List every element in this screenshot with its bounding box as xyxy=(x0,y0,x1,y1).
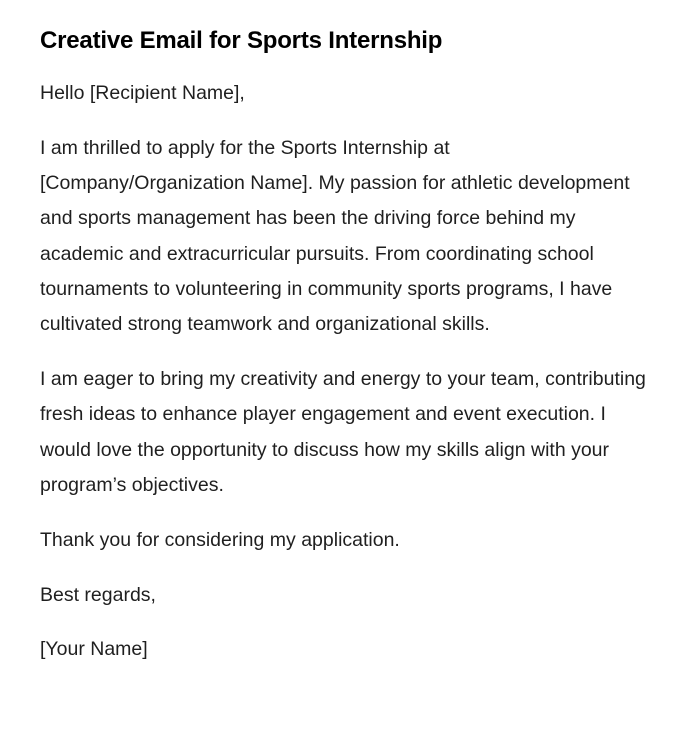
thanks-line: Thank you for considering my application. xyxy=(40,528,400,551)
greeting: Hello [Recipient Name], xyxy=(40,82,245,104)
email-document xyxy=(40,24,650,687)
closing-line: Best regards, xyxy=(40,583,156,606)
body-paragraph-2: I am eager to bring my creativity and energy to your team, contributing fresh ideas to enhance player engagement and event execution. I would love the opportunity to discuss how my skills align with your program’s objectives. xyxy=(40,368,646,496)
page-title: Creative Email for Sports Internship xyxy=(40,27,443,54)
body-paragraph-1: I am thrilled to apply for the Sports Internship at [Company/Organization Name]. My passion for athletic development and sports management has been the driving force behind my academic and extracurricular pursuits. From coordinating school tournaments to volunteering in community sports programs, I have cultivated strong teamwork and organizational skills. xyxy=(40,136,630,336)
signature: [Your Name] xyxy=(40,638,148,661)
